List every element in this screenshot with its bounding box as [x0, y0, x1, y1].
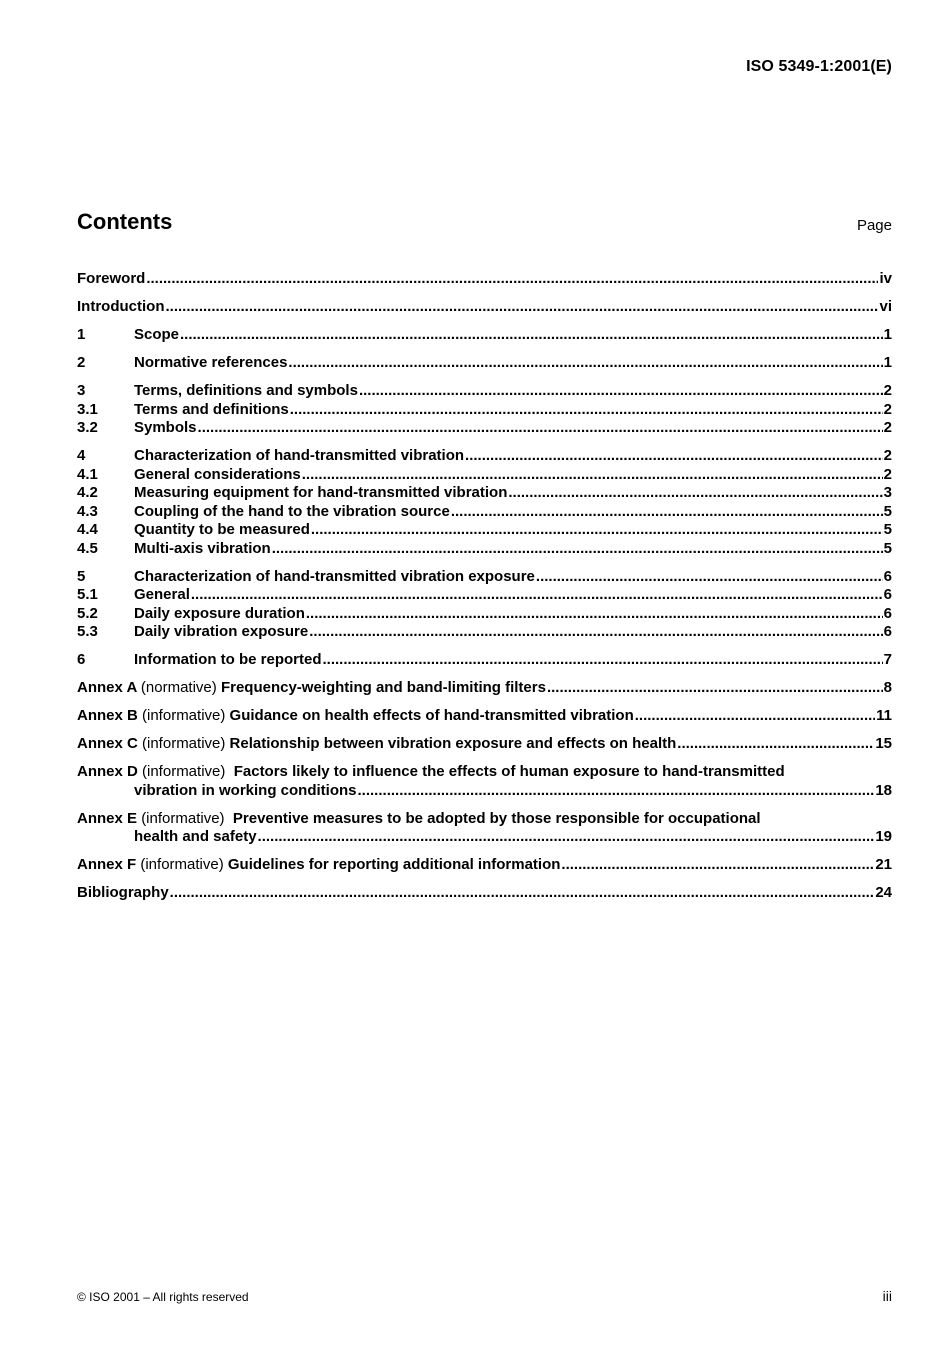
toc-entry-title: Preventive measures to be adopted by those responsible for occupational — [232, 809, 761, 827]
dot-leader — [536, 568, 883, 587]
toc-entry-number: 3.1 — [77, 400, 98, 418]
dot-leader — [677, 735, 874, 754]
toc-entry-title-continued: vibration in working conditions — [134, 781, 357, 799]
footer-page-number: iii — [882, 1288, 892, 1304]
dot-leader — [451, 503, 883, 522]
toc-entry-title: Quantity to be measured — [134, 521, 310, 538]
toc-entry-title: Information to be reported — [134, 651, 322, 668]
annex-label: Annex D — [77, 763, 138, 780]
toc-group-annex-b — [77, 707, 892, 726]
toc-group-annex-c — [77, 735, 892, 754]
toc-entry-number: 4 — [77, 447, 86, 464]
annex-label-group — [77, 735, 230, 754]
toc-group-2 — [77, 354, 892, 373]
toc-entry-page: 1 — [883, 326, 892, 343]
toc-entry-title: Guidelines for reporting additional information — [227, 856, 561, 873]
toc-entry-introduction[interactable] — [77, 298, 892, 317]
toc-entry-number: 4.1 — [77, 465, 98, 483]
toc-entry-page: 11 — [876, 707, 892, 724]
toc-entry-number: 5 — [77, 567, 86, 585]
dot-leader — [323, 651, 883, 670]
toc-entry-3-2[interactable] — [77, 419, 892, 438]
toc-entry-5-2[interactable] — [77, 605, 892, 624]
dot-leader — [302, 466, 883, 485]
annex-label-group — [77, 679, 221, 698]
toc-entry-bibliography[interactable] — [77, 884, 892, 903]
toc-entry-page: 1 — [883, 354, 892, 371]
annex-kind: (informative) — [142, 763, 226, 780]
dot-leader — [191, 586, 883, 605]
toc-entry-page: 21 — [875, 856, 892, 873]
toc-group-annex-d — [77, 763, 892, 800]
toc-entry-title: Relationship between vibration exposure and effects on health — [229, 735, 677, 752]
toc-entry-title: Guidance on health effects of hand-transmitted vibration — [229, 707, 634, 724]
toc-entry-page: 24 — [875, 884, 892, 901]
toc-entry-title: Scope — [134, 326, 180, 343]
toc-entry-number: 4.2 — [77, 484, 98, 501]
annex-label-group — [77, 856, 228, 875]
toc-entry-annex-f[interactable] — [77, 856, 892, 875]
toc-entry-5-3[interactable] — [77, 623, 892, 642]
toc-entry-annex-c[interactable] — [77, 735, 892, 754]
toc-entry-title: Terms, definitions and symbols — [134, 382, 358, 399]
toc-entry-page: 5 — [883, 502, 892, 520]
contents-heading: Contents — [77, 209, 173, 234]
toc-entry-annex-e-line2[interactable] — [77, 828, 892, 847]
toc-entry-5-1[interactable] — [77, 586, 892, 605]
toc-entry-page: 2 — [883, 400, 892, 418]
dot-leader — [165, 298, 878, 317]
dot-leader — [508, 484, 882, 503]
toc-entry-page: 3 — [883, 484, 892, 501]
toc-group-3 — [77, 382, 892, 438]
toc-entry-5[interactable] — [77, 568, 892, 587]
toc-entry-page: iv — [879, 270, 892, 287]
toc-entry-page: 2 — [883, 465, 892, 483]
toc-entry-title: Multi-axis vibration — [134, 539, 271, 557]
toc-entry-4-1[interactable] — [77, 466, 892, 485]
toc-entry-title: Normative references — [134, 354, 288, 371]
dot-leader — [635, 707, 875, 726]
toc-entry-6[interactable] — [77, 651, 892, 670]
annex-label: Annex C — [77, 735, 138, 752]
toc-group-introduction — [77, 298, 892, 317]
toc-entry-number: 5.1 — [77, 586, 98, 603]
toc-entry-title: Characterization of hand-transmitted vibration exposure — [134, 567, 535, 585]
toc-entry-page: 6 — [883, 604, 892, 622]
toc-entry-annex-b[interactable] — [77, 707, 892, 726]
toc-entry-page: 6 — [883, 623, 892, 640]
annex-label: Annex F — [77, 856, 137, 873]
toc-entry-page: 6 — [883, 567, 892, 585]
annex-label: Annex E — [77, 809, 138, 827]
dot-leader — [198, 419, 883, 438]
dot-leader — [146, 270, 878, 289]
toc-entry-title: Daily vibration exposure — [134, 623, 309, 640]
toc-group-4 — [77, 447, 892, 558]
toc-entry-annex-e-line1[interactable] — [77, 810, 892, 829]
toc-entry-title: Bibliography — [77, 884, 169, 901]
toc-entry-4-4[interactable] — [77, 521, 892, 540]
toc-entry-number: 1 — [77, 326, 86, 343]
document-id: ISO 5349-1:2001(E) — [746, 58, 892, 75]
toc-entry-number: 3 — [77, 382, 86, 399]
toc-entry-title: Coupling of the hand to the vibration source — [134, 502, 450, 520]
toc-entry-3-1[interactable] — [77, 401, 892, 420]
toc-entry-number: 3.2 — [77, 419, 98, 436]
toc-entry-foreword[interactable] — [77, 270, 892, 289]
toc-entry-2[interactable] — [77, 354, 892, 373]
annex-label: Annex B — [77, 707, 138, 724]
toc-entry-title: Symbols — [134, 419, 197, 436]
toc-entry-4[interactable] — [77, 447, 892, 466]
toc-entry-page: 2 — [883, 419, 892, 436]
toc-entry-number: 2 — [77, 354, 86, 371]
toc-entry-page: 6 — [883, 586, 892, 603]
toc-entry-title: General considerations — [134, 465, 301, 483]
toc-group-1 — [77, 326, 892, 345]
toc-entry-number: 5.3 — [77, 623, 98, 640]
toc-entry-title: Factors likely to influence the effects of human exposure to hand-transmitted — [233, 763, 785, 780]
toc-group-annex-f — [77, 856, 892, 875]
dot-leader — [547, 679, 883, 698]
footer-copyright: © ISO 2001 – All rights reserved — [77, 1290, 249, 1304]
table-of-contents — [77, 270, 892, 912]
annex-kind: (informative) — [141, 809, 225, 827]
toc-entry-4-2[interactable] — [77, 484, 892, 503]
dot-leader — [272, 540, 883, 559]
toc-entry-number: 5.2 — [77, 604, 98, 622]
toc-entry-title: Introduction — [77, 298, 165, 315]
toc-group-6 — [77, 651, 892, 670]
toc-entry-4-3[interactable] — [77, 503, 892, 522]
toc-group-bibliography — [77, 884, 892, 903]
annex-kind: (normative) — [140, 679, 217, 696]
annex-kind: (informative) — [140, 856, 224, 873]
toc-entry-title: Frequency-weighting and band-limiting filters — [220, 679, 546, 696]
dot-leader — [359, 382, 883, 401]
toc-entry-1[interactable] — [77, 326, 892, 345]
toc-entry-number: 4.5 — [77, 539, 98, 557]
annex-label: Annex A — [77, 679, 137, 696]
dot-leader — [290, 401, 883, 420]
toc-entry-title: Daily exposure duration — [134, 604, 305, 622]
dot-leader — [258, 828, 875, 847]
dot-leader — [311, 521, 883, 540]
dot-leader — [309, 623, 882, 642]
toc-entry-title-continued: health and safety — [134, 828, 257, 845]
toc-entry-annex-d-line2[interactable] — [77, 782, 892, 801]
toc-entry-title: Characterization of hand-transmitted vibration — [134, 447, 465, 464]
toc-entry-4-5[interactable] — [77, 540, 892, 559]
annex-kind: (informative) — [142, 707, 226, 724]
toc-group-5 — [77, 568, 892, 642]
toc-entry-page: 15 — [875, 735, 892, 752]
toc-entry-title: General — [134, 586, 190, 603]
toc-entry-number: 6 — [77, 651, 86, 668]
dot-leader — [358, 782, 875, 801]
toc-entry-page: 2 — [883, 447, 892, 464]
toc-entry-page: 7 — [883, 651, 892, 668]
toc-group-annex-a — [77, 679, 892, 698]
dot-leader — [465, 447, 883, 466]
dot-leader — [561, 856, 874, 875]
toc-entry-annex-a[interactable] — [77, 679, 892, 698]
annex-label-group — [77, 707, 230, 726]
toc-entry-page: vi — [879, 298, 892, 315]
toc-entry-number: 4.4 — [77, 521, 98, 538]
dot-leader — [170, 884, 875, 903]
annex-kind: (informative) — [142, 735, 226, 752]
toc-entry-page: 19 — [875, 828, 892, 845]
toc-entry-annex-d-line1[interactable] — [77, 763, 892, 782]
dot-leader — [288, 354, 882, 373]
dot-leader — [180, 326, 883, 345]
toc-entry-page: 5 — [883, 521, 892, 538]
toc-group-annex-e — [77, 810, 892, 847]
toc-group-foreword — [77, 270, 892, 289]
toc-entry-title: Terms and definitions — [134, 400, 289, 418]
toc-entry-page: 18 — [875, 781, 892, 799]
toc-entry-page: 8 — [883, 679, 892, 696]
toc-entry-title: Foreword — [77, 270, 146, 287]
toc-entry-title: Measuring equipment for hand-transmitted vibration — [134, 484, 508, 501]
toc-entry-page: 2 — [883, 382, 892, 399]
toc-entry-3[interactable] — [77, 382, 892, 401]
page-column-label: Page — [856, 217, 892, 234]
toc-entry-number: 4.3 — [77, 502, 98, 520]
toc-entry-page: 5 — [883, 539, 892, 557]
dot-leader — [306, 605, 883, 624]
